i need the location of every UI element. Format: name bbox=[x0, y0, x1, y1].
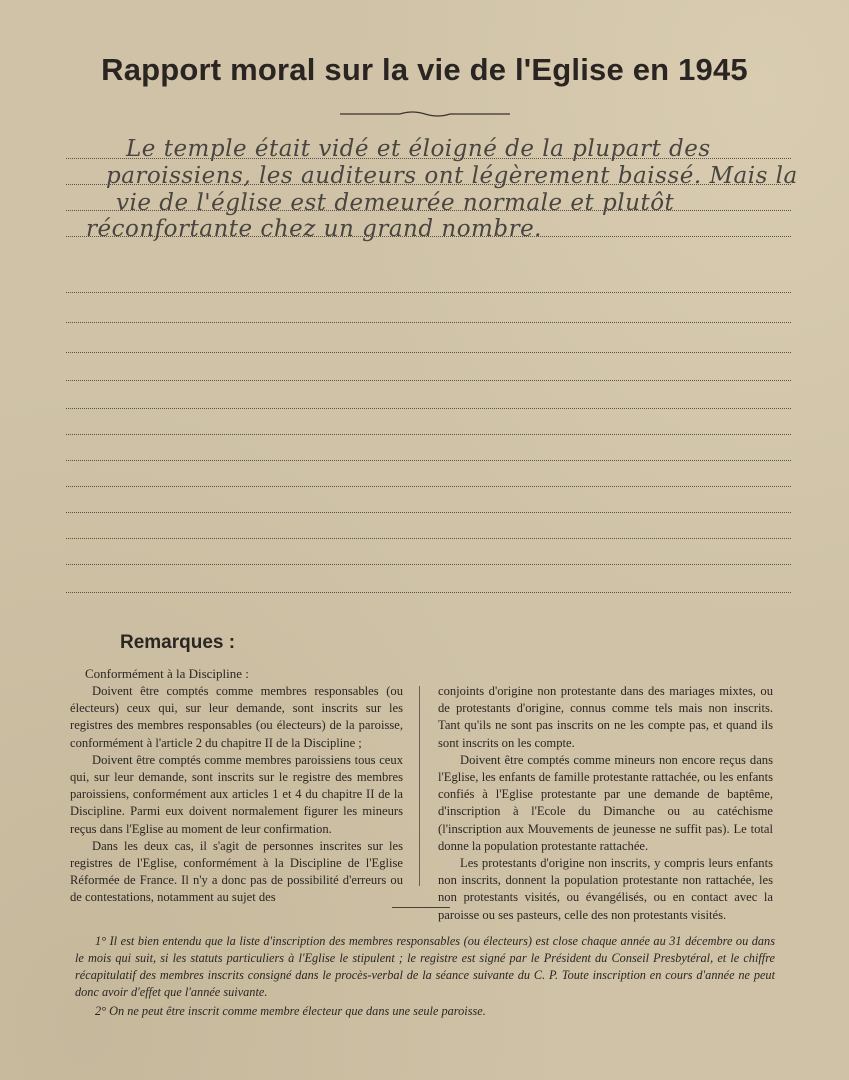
handwritten-line: réconfortante chez un grand nombre. bbox=[86, 216, 542, 242]
remarks-left-column bbox=[70, 683, 403, 907]
column-divider bbox=[419, 686, 420, 886]
remarks-paragraph: conjoints d'origine non protestante dans des mariages mixtes, ou de protestants d'origine, connus comme tels mais non inscrits. Tant qu'ils ne sont pas inscrits on ne les compte pas, et quand ils sont inscrits on les compte. bbox=[438, 684, 773, 750]
remarks-paragraph: Doivent être comptés comme membres responsables (ou électeurs) ceux qui, sur leur demande, sont inscrits sur les registres des membres responsables (ou électeurs) de la paroisse, conformément à l'article 2 du chapitre II de la Discipline ; bbox=[70, 684, 403, 750]
dotted-line bbox=[66, 322, 791, 323]
dotted-line bbox=[66, 512, 791, 513]
handwritten-line: paroissiens, les auditeurs ont légèrement baissé. Mais la bbox=[106, 163, 798, 189]
dotted-line bbox=[66, 380, 791, 381]
dotted-line bbox=[66, 292, 791, 293]
dotted-line bbox=[66, 564, 791, 565]
remarks-paragraph: Les protestants d'origine non inscrits, y compris leurs enfants non inscrits, donnent la population protestante non rattachée, les non protestants visités, ou évangélisés, ou en contact avec la paroisse ou ses pasteurs, celle des non protestants visités. bbox=[438, 856, 773, 922]
footnote: 1° Il est bien entendu que la liste d'inscription des membres responsables (ou électeurs) est close chaque année au 31 décembre ou dans le mois qui suit, si les statuts particuliers à l'Eglise le stipulent ; le registre est signé par le Président du Conseil Presbytéral, et le chiffre récapitulatif des membres inscrits consigné dans le procès-verbal de la séance suivante du C. P. Toute inscription en cours d'année ne peut donc avoir d'effet que l'année suivante. bbox=[75, 934, 775, 999]
remarks-paragraph: Doivent être comptés comme membres paroissiens tous ceux qui, sur leur demande, sont inscrits sur le registre des membres paroissiens, conformément aux articles 1 et 4 du chapitre II de la Discipline. Parmi eux doivent normalement figurer les mineurs reçus dans l'Eglise au moment de leur confirmation. bbox=[70, 752, 403, 836]
dotted-line bbox=[66, 592, 791, 593]
dotted-line bbox=[66, 538, 791, 539]
remarks-paragraph: Doivent être comptés comme mineurs non encore reçus dans l'Eglise, les enfants de famille protestante rattachée, ou les enfants confiés à l'Eglise protestante par une demande de baptême, d'inscription à l'Ecole du Dimanche ou au catéchisme (l'inscription aux Mouvements de jeunesse ne suffit pas). Le total donne la population protestante rattachée. bbox=[438, 752, 773, 853]
remarks-heading: Remarques : bbox=[120, 632, 236, 653]
footnotes bbox=[75, 933, 775, 1020]
handwritten-line: vie de l'église est demeurée normale et plutôt bbox=[116, 190, 675, 216]
dotted-line bbox=[66, 408, 791, 409]
page-title: Rapport moral sur la vie de l'Eglise en 1945 bbox=[101, 52, 748, 87]
dotted-line bbox=[66, 434, 791, 435]
footnote: 2° On ne peut être inscrit comme membre électeur que dans une seule paroisse. bbox=[95, 1004, 486, 1018]
remarks-intro: Conformément à la Discipline : bbox=[85, 666, 249, 681]
title-ornament bbox=[340, 110, 510, 118]
dotted-line bbox=[66, 486, 791, 487]
dotted-line bbox=[66, 460, 791, 461]
remarks-right-column bbox=[438, 683, 773, 924]
handwritten-line: Le temple était vidé et éloigné de la plupart des bbox=[126, 136, 711, 162]
remarks-paragraph: Dans les deux cas, il s'agit de personnes inscrites sur les registres de l'Eglise, conformément à la Discipline de l'Eglise Réformée de France. Il n'y a donc pas de possibilité d'erreurs ou de contestations, notamment au sujet des bbox=[70, 838, 403, 905]
section-divider bbox=[392, 907, 450, 908]
dotted-line bbox=[66, 352, 791, 353]
